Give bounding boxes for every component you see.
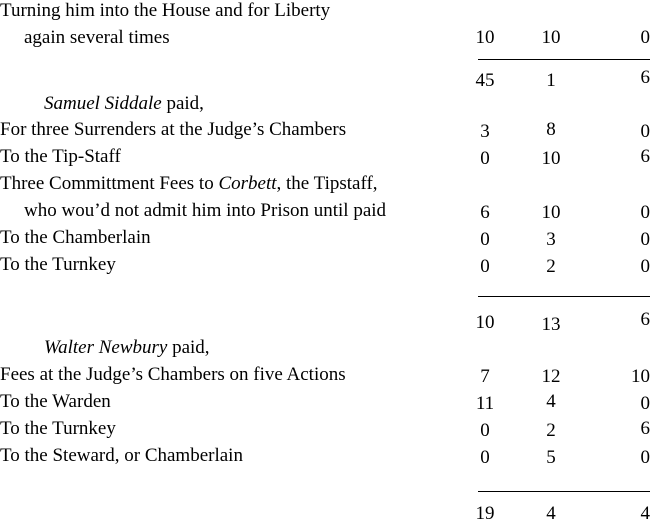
amount-pounds: 10 xyxy=(455,27,515,49)
amount-pounds: 0 xyxy=(455,420,515,442)
amount-shillings: 12 xyxy=(521,366,581,388)
entry-line xyxy=(0,0,330,22)
amount-pence: 0 xyxy=(641,121,650,143)
entry-line xyxy=(0,173,378,195)
entry-text: Turning him into the House and for Liberty xyxy=(0,0,330,21)
entry-text: To the Turnkey xyxy=(0,418,116,439)
amount-shillings: 3 xyxy=(521,229,581,251)
entry-line xyxy=(0,227,151,249)
amount-shillings: 2 xyxy=(521,420,581,442)
amount-pounds: 0 xyxy=(455,256,515,278)
total-pence: 6 xyxy=(641,309,650,331)
entry-text: To the Steward, or Chamberlain xyxy=(0,445,243,466)
amount-pence: 0 xyxy=(641,27,650,49)
payer-suffix: paid, xyxy=(167,337,209,358)
payer-name: Walter Newbury xyxy=(44,337,167,358)
amount-pounds: 0 xyxy=(455,229,515,251)
amount-shillings: 10 xyxy=(521,148,581,170)
sum-rule xyxy=(478,491,650,492)
payer-heading xyxy=(0,93,204,115)
entry-text: To the Warden xyxy=(0,391,111,412)
entry-suffix: , the Tipstaff, xyxy=(277,173,378,194)
total-pounds: 19 xyxy=(455,503,515,525)
total-shillings: 4 xyxy=(521,503,581,525)
total-pounds: 45 xyxy=(455,70,515,92)
entry-name: Corbett xyxy=(218,173,276,194)
payer-heading xyxy=(0,337,210,359)
entry-line xyxy=(0,200,386,222)
amount-shillings: 10 xyxy=(521,202,581,224)
entry-line xyxy=(0,27,170,49)
entry-line xyxy=(0,146,121,168)
payer-suffix: paid, xyxy=(162,93,204,114)
amount-pence: 6 xyxy=(641,418,650,440)
entry-text: Three Committment Fees to xyxy=(0,173,218,194)
amount-pounds: 0 xyxy=(455,447,515,469)
entry-line xyxy=(0,119,346,141)
entry-line xyxy=(0,254,116,276)
entry-text: To the Tip-Staff xyxy=(0,146,121,167)
amount-pence: 10 xyxy=(631,366,650,388)
entry-text: Fees at the Judge’s Chambers on five Actions xyxy=(0,364,346,385)
sum-rule xyxy=(478,59,650,60)
total-pounds: 10 xyxy=(455,312,515,334)
amount-pence: 6 xyxy=(641,146,650,168)
payer-name: Samuel Siddale xyxy=(44,93,162,114)
total-shillings: 1 xyxy=(521,70,581,92)
entry-text: again several times xyxy=(24,27,170,48)
amount-shillings: 10 xyxy=(521,27,581,49)
total-pence: 4 xyxy=(641,503,650,525)
entry-text: For three Surrenders at the Judge’s Chambers xyxy=(0,119,346,140)
sum-rule xyxy=(478,296,650,297)
entry-line xyxy=(0,391,111,413)
amount-shillings: 5 xyxy=(521,447,581,469)
entry-text: To the Turnkey xyxy=(0,254,116,275)
entry-line xyxy=(0,418,116,440)
entry-line xyxy=(0,364,346,386)
amount-pence: 0 xyxy=(641,393,650,415)
total-shillings: 13 xyxy=(521,314,581,336)
entry-text: who wou’d not admit him into Prison until paid xyxy=(24,200,386,221)
amount-pence: 0 xyxy=(641,229,650,251)
amount-pence: 0 xyxy=(641,202,650,224)
amount-pounds: 7 xyxy=(455,366,515,388)
amount-shillings: 2 xyxy=(521,256,581,278)
amount-shillings: 8 xyxy=(521,119,581,141)
entry-text: To the Chamberlain xyxy=(0,227,151,248)
amount-pence: 0 xyxy=(641,447,650,469)
amount-pence: 0 xyxy=(641,256,650,278)
amount-pounds: 0 xyxy=(455,148,515,170)
amount-shillings: 4 xyxy=(521,391,581,413)
entry-line xyxy=(0,445,243,467)
amount-pounds: 3 xyxy=(455,121,515,143)
total-pence: 6 xyxy=(641,67,650,89)
amount-pounds: 6 xyxy=(455,202,515,224)
amount-pounds: 11 xyxy=(455,393,515,415)
